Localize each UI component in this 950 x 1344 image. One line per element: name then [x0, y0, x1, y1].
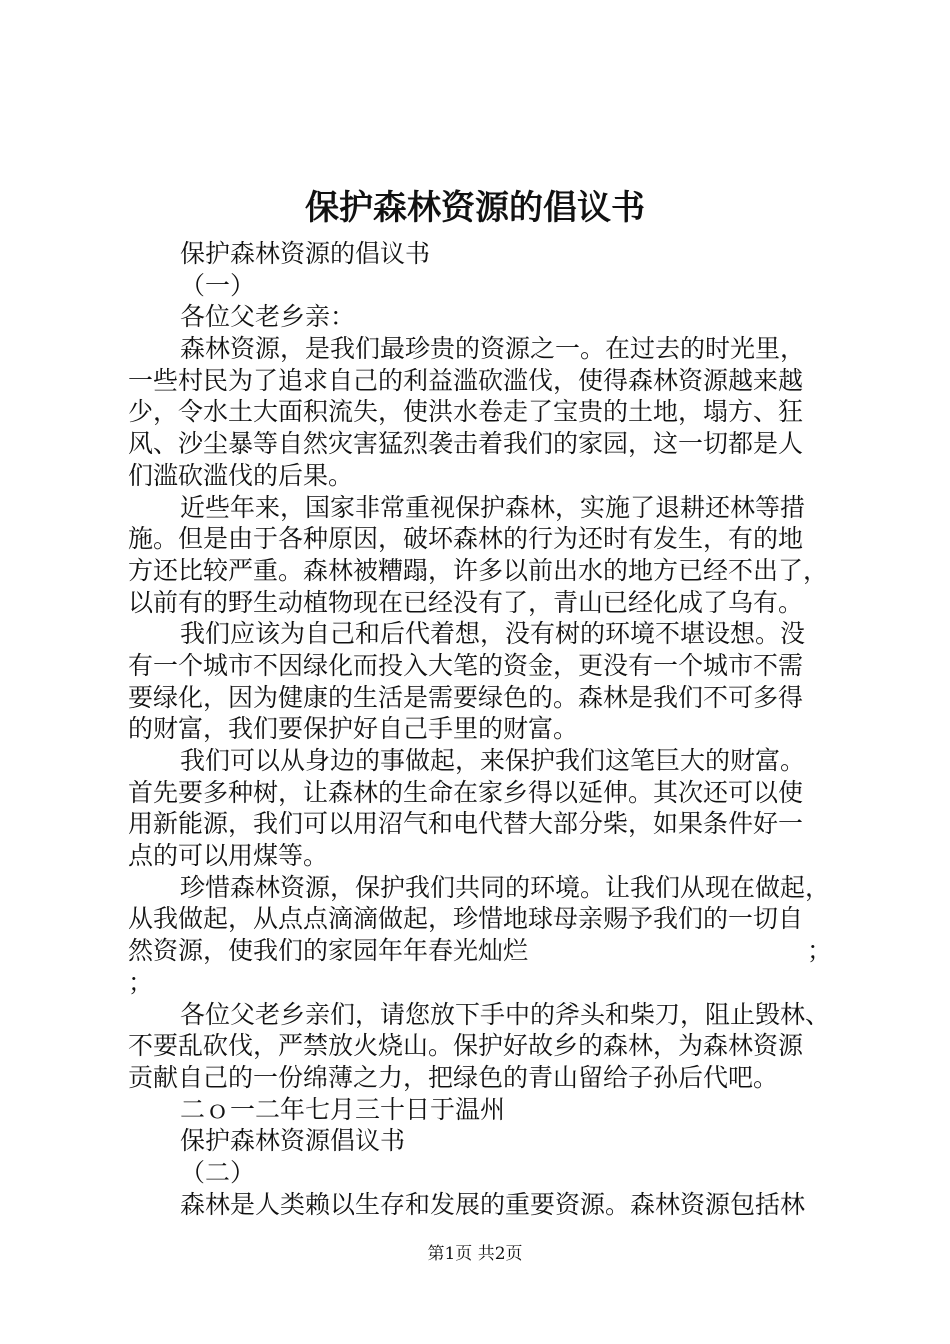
- paragraph-line: 有一个城市不因绿化而投入大笔的资金，更没有一个城市不需: [128, 650, 804, 680]
- paragraph-line: 从我做起，从点点滴滴做起，珍惜地球母亲赐予我们的一切自: [128, 904, 804, 934]
- paragraph-line: 的财富，我们要保护好自己手里的财富。: [128, 714, 579, 744]
- paragraph-line: 不要乱砍伐，严禁放火烧山。保护好故乡的森林，为森林资源: [128, 1031, 804, 1061]
- paragraph-line: ；: [128, 967, 154, 997]
- paragraph-line: 近些年来，国家非常重视保护森林，实施了退耕还林等措: [180, 492, 806, 522]
- paragraph-line: 们滥砍滥伐的后果。: [128, 460, 354, 490]
- paragraph-line: 首先要多种树，让森林的生命在家乡得以延伸。其次还可以使: [128, 777, 804, 807]
- paragraph-line-text: 然资源，使我们的家园年年春光灿烂: [128, 936, 529, 966]
- subtitle-line: 保护森林资源的倡议书: [180, 239, 431, 268]
- document-title: 保护森林资源的倡议书: [305, 188, 645, 228]
- paragraph-line: 森林资源，是我们最珍贵的资源之一。在过去的时光里，: [180, 334, 806, 364]
- salutation: 各位父老乡亲：: [180, 302, 356, 332]
- paragraph-line: 用新能源，我们可以用沼气和电代替大部分柴，如果条件好一: [128, 809, 804, 839]
- paragraph-line: 要绿化，因为健康的生活是需要绿色的。森林是我们不可多得: [128, 682, 804, 712]
- paragraph-line: 森林是人类赖以生存和发展的重要资源。森林资源包括林: [180, 1189, 806, 1219]
- paragraph-line: 我们应该为自己和后代着想，没有树的环境不堪设想。没: [180, 619, 806, 649]
- section-number: （一）: [180, 270, 256, 300]
- paragraph-line: 珍惜森林资源，保护我们共同的环境。让我们从现在做起，: [180, 872, 831, 902]
- paragraph-line: 各位父老乡亲们，请您放下手中的斧头和柴刀，阻止毁林、: [180, 999, 831, 1029]
- paragraph-line: 风、沙尘暴等自然灾害猛烈袭击着我们的家园，这一切都是人: [128, 429, 804, 459]
- paragraph-line: 点的可以用煤等。: [128, 841, 329, 871]
- paragraph-line: 我们可以从身边的事做起，来保护我们这笔巨大的财富。: [180, 746, 806, 775]
- second-title: 保护森林资源倡议书: [180, 1126, 406, 1156]
- paragraph-line: 少，令水土大面积流失，使洪水卷走了宝贵的土地，塌方、狂: [128, 397, 804, 427]
- trailing-semicolon: ；: [806, 936, 832, 966]
- page-footer: 第1页 共2页: [427, 1244, 523, 1264]
- document-body: [128, 238, 832, 1220]
- signature-date: 二ｏ一二年七月三十日于温州: [180, 1094, 506, 1124]
- paragraph-line: 贡献自己的一份绵薄之力，把绿色的青山留给子孙后代吧。: [128, 1062, 779, 1092]
- section-number: （二）: [180, 1157, 256, 1187]
- paragraph-line: 施。但是由于各种原因，破坏森林的行为还时有发生，有的地: [128, 524, 804, 554]
- paragraph-line-split: [128, 935, 832, 967]
- paragraph-line: 一些村民为了追求自己的利益滥砍滥伐，使得森林资源越来越: [128, 365, 804, 395]
- paragraph-line: 方还比较严重。森林被糟蹋，许多以前出水的地方已经不出了，: [128, 555, 829, 585]
- paragraph-line: 以前有的野生动植物现在已经没有了，青山已经化成了乌有。: [128, 587, 804, 617]
